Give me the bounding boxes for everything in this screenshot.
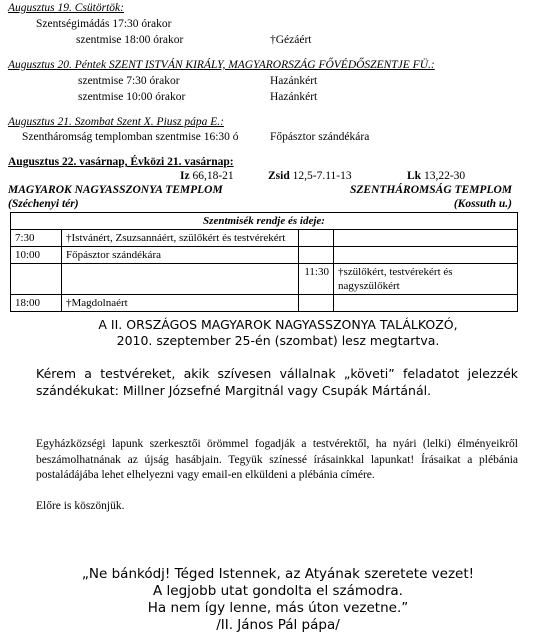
- right-intention: †szülőkért, testvérekért és nagyszülőkért: [334, 264, 518, 295]
- table-row: [11, 247, 518, 264]
- reading-iz-ref: 66,18-21: [192, 170, 234, 182]
- newsletter-thanks: Előre is köszönjük.: [36, 500, 125, 512]
- reading-zsid: [268, 170, 352, 182]
- aug20-heading: Augusztus 20. Péntek SZENT ISTVÁN KIRÁLY, MAGYARORSZÁG FŐVÉDŐSZENTJE FÜ.:: [8, 59, 435, 71]
- aug20-intention-1: Hazánkért: [270, 75, 318, 87]
- reading-lk-label: Lk: [407, 170, 422, 182]
- right-intention: [334, 295, 518, 312]
- quote-line-2: A legjobb utat gondolta el számodra.: [153, 583, 403, 599]
- aug19-adoration: Szentségimádás 17:30 órakor: [36, 18, 172, 30]
- left-intention: Főpásztor szándékára: [62, 247, 299, 264]
- table-row: [11, 230, 518, 247]
- aug21-intention: Főpásztor szándékára: [270, 131, 370, 143]
- table-header: Szentmisék rendje és ideje:: [11, 213, 518, 230]
- quote-attribution: /II. János Pál pápa/: [216, 617, 340, 633]
- left-intention: [62, 264, 299, 295]
- right-time: 11:30: [299, 264, 334, 295]
- church-right-location: (Kossuth u.): [453, 198, 512, 210]
- aug19-intention: †Gézáért: [270, 34, 312, 46]
- reading-zsid-label: Zsid: [268, 170, 290, 182]
- right-intention: [334, 247, 518, 264]
- left-intention: †Istvánért, Zsuzsannáért, szülőkért és testvérekért: [62, 230, 299, 247]
- meeting-line-1: A II. ORSZÁGOS MAGYAROK NAGYASSZONYA TALÁLKOZÓ,: [98, 317, 458, 332]
- reading-zsid-ref: 12,5-7.11-13: [292, 170, 352, 182]
- table-header-row: [11, 213, 518, 230]
- left-time: 10:00: [11, 247, 62, 264]
- reading-lk-ref: 13,22-30: [423, 170, 466, 182]
- church-left-location: (Széchenyi tér): [8, 198, 79, 210]
- quote-line-1: „Ne bánkódj! Téged Istennek, az Atyának szeretete vezet!: [81, 566, 475, 582]
- aug20-mass-2: szentmise 10:00 órakor: [78, 91, 186, 103]
- aug21-heading: Augusztus 21. Szombat Szent X. Piusz pápa E.:: [8, 116, 224, 128]
- right-time: [299, 247, 334, 264]
- right-intention: [334, 230, 518, 247]
- aug19-heading: Augusztus 19. Csütörtök:: [8, 2, 124, 14]
- table-row: [11, 295, 518, 312]
- meeting-line-2: 2010. szeptember 25-én (szombat) lesz megtartva.: [116, 333, 440, 348]
- aug20-mass-1: szentmise 7:30 órakor: [78, 75, 180, 87]
- church-right-name: SZENTHÁROMSÁG TEMPLOM: [350, 184, 512, 196]
- left-time: [11, 264, 62, 295]
- reading-iz: [180, 170, 234, 182]
- right-time: [299, 230, 334, 247]
- aug19-mass: szentmise 18:00 órakor: [76, 34, 184, 46]
- reading-lk: [407, 170, 465, 182]
- aug20-intention-2: Hazánkért: [270, 91, 318, 103]
- request-paragraph: Kérem a testvéreket, akik szívesen vállalnak „követi” feladatot jelezzék szándékukat: Millner Józsefné Margitnál vagy Csupák Mártánál.: [36, 366, 518, 398]
- right-time: [299, 295, 334, 312]
- left-time: 18:00: [11, 295, 62, 312]
- newsletter-paragraph: Egyházközségi lapunk szerkesztői örömmel fogadják a testvérektől, ha nyári (lelki) élményeikről beszámolhatnának az újság hasábjain. Tegyük színessé írásainkkal lapunkat! Írásaikat a plébánia postaládájába lehet elhelyezni vagy email-en elküldeni a plébánia címére.: [36, 438, 518, 481]
- quote-line-3: Ha nem így lenne, más úton vezetne.”: [147, 600, 409, 616]
- aug21-mass: Szentháromság templomban szentmise 16:30 ó: [22, 131, 239, 143]
- aug22-heading: Augusztus 22. vasárnap, Évközi 21. vasárnap:: [8, 156, 234, 168]
- mass-schedule-table: [10, 212, 518, 312]
- church-left-name: MAGYAROK NAGYASSZONYA TEMPLOM: [8, 184, 223, 196]
- reading-iz-label: Iz: [180, 170, 190, 182]
- left-time: 7:30: [11, 230, 62, 247]
- table-row: [11, 264, 518, 295]
- left-intention: †Magdolnaért: [62, 295, 299, 312]
